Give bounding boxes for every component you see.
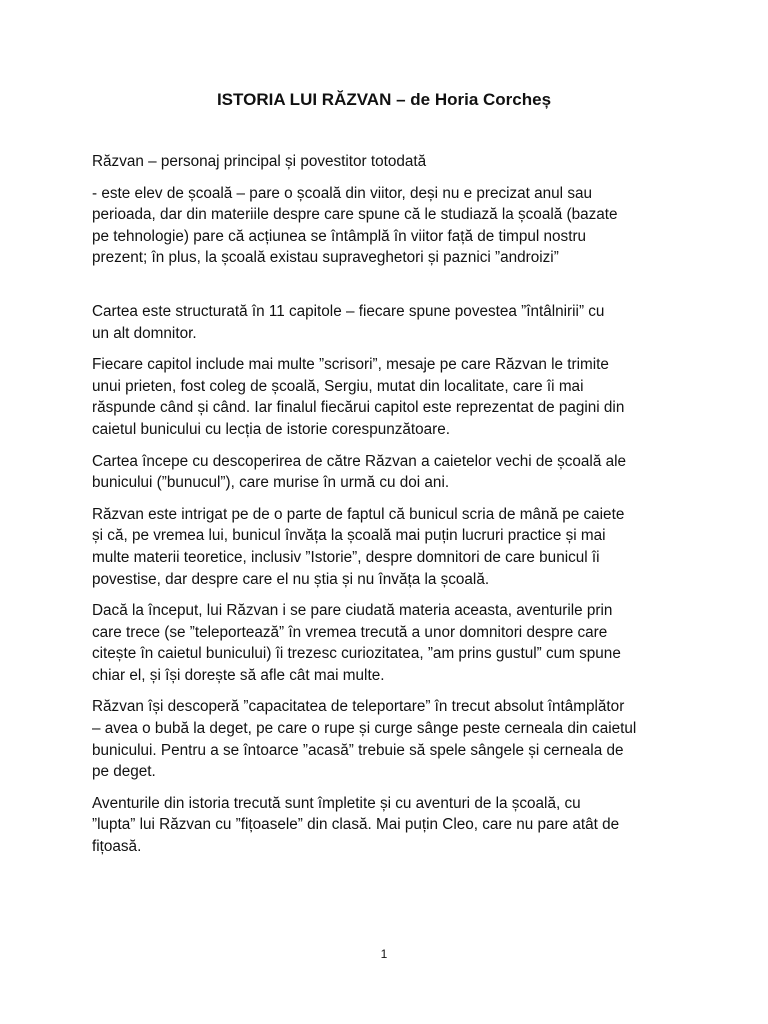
paragraph-4	[92, 354, 688, 440]
paragraph-7	[92, 600, 688, 686]
text-line: caietul bunicului cu lecția de istorie corespunzătoare.	[92, 420, 450, 438]
text-line: perioada, dar din materiile despre care spune că le studiază la școală (bazate	[92, 206, 618, 224]
text-line: pe tehnologie) pare că acțiunea se întâmplă în viitor față de timpul nostru	[92, 227, 587, 245]
text-line: Cartea este structurată în 11 capitole – fiecare spune povestea ”întâlnirii” cu	[92, 302, 605, 320]
text-line: multe materii teoretice, inclusiv ”Istorie”, despre domnitori de care bunicul îi	[92, 548, 600, 566]
paragraph-8	[92, 696, 688, 782]
text-line: chiar el, și își dorește să afle cât mai multe.	[92, 666, 385, 684]
text-line: un alt domnitor.	[92, 324, 197, 342]
paragraph-6	[92, 504, 688, 590]
text-line: și că, pe vremea lui, bunicul învăța la școală mai puțin lucruri practice și mai	[92, 527, 606, 545]
text-line: unui prieten, fost coleg de școală, Sergiu, mutat din localitate, care îi mai	[92, 377, 584, 395]
text-line: Răzvan este intrigat pe de o parte de faptul că bunicul scria de mână pe caiete	[92, 505, 625, 523]
text-line: - este elev de școală – pare o școală din viitor, deși nu e precizat anul sau	[92, 184, 592, 202]
document-title: ISTORIA LUI RĂZVAN – de Horia Corcheș	[216, 90, 552, 109]
paragraph-5	[92, 451, 688, 494]
paragraph-2	[92, 183, 688, 269]
document-body	[92, 151, 688, 868]
text-line: Aventurile din istoria trecută sunt împletite și cu aventuri de la școală, cu	[92, 794, 581, 812]
text-line: bunicului. Pentru a se întoarce ”acasă” trebuie să spele sângele și cerneala de	[92, 741, 624, 759]
text-line: prezent; în plus, la școală existau supraveghetori și paznici ”androizi”	[92, 249, 559, 267]
page-number: 1	[380, 947, 388, 961]
paragraph-1	[92, 151, 688, 173]
blank-line	[92, 279, 688, 301]
paragraph-9	[92, 793, 688, 858]
text-line: pe deget.	[92, 763, 156, 781]
text-line: care trece (se ”teleportează” în vremea trecută a unor domnitori despre care	[92, 623, 608, 641]
text-line: Dacă la început, lui Răzvan i se pare ciudată materia aceasta, aventurile prin	[92, 602, 613, 620]
text-line: răspunde când și când. Iar finalul fiecărui capitol este reprezentat de pagini din	[92, 399, 625, 417]
text-line: Fiecare capitol include mai multe ”scrisori”, mesaje pe care Răzvan le trimite	[92, 356, 609, 374]
paragraph-3	[92, 301, 688, 344]
text-line: bunicului (”bunucul”), care murise în urmă cu doi ani.	[92, 474, 450, 492]
text-line: Răzvan își descoperă ”capacitatea de teleportare” în trecut absolut întâmplător	[92, 698, 625, 716]
text-line: ”lupta” lui Răzvan cu ”fițoasele” din clasă. Mai puțin Cleo, care nu pare atât de	[92, 816, 620, 834]
text-line: citește în caietul bunicului) îi trezesc curiozitatea, ”am prins gustul” cum spune	[92, 645, 621, 663]
text-line: povestise, dar despre care el nu știa și nu învăța la școală.	[92, 570, 490, 588]
text-line: – avea o bubă la deget, pe care o rupe și curge sânge peste cerneala din caietul	[92, 720, 637, 738]
text-line: fițoasă.	[92, 838, 142, 856]
text-line: Răzvan – personaj principal și povestitor totodată	[92, 153, 427, 170]
text-line: Cartea începe cu descoperirea de către Răzvan a caietelor vechi de școală ale	[92, 452, 627, 470]
